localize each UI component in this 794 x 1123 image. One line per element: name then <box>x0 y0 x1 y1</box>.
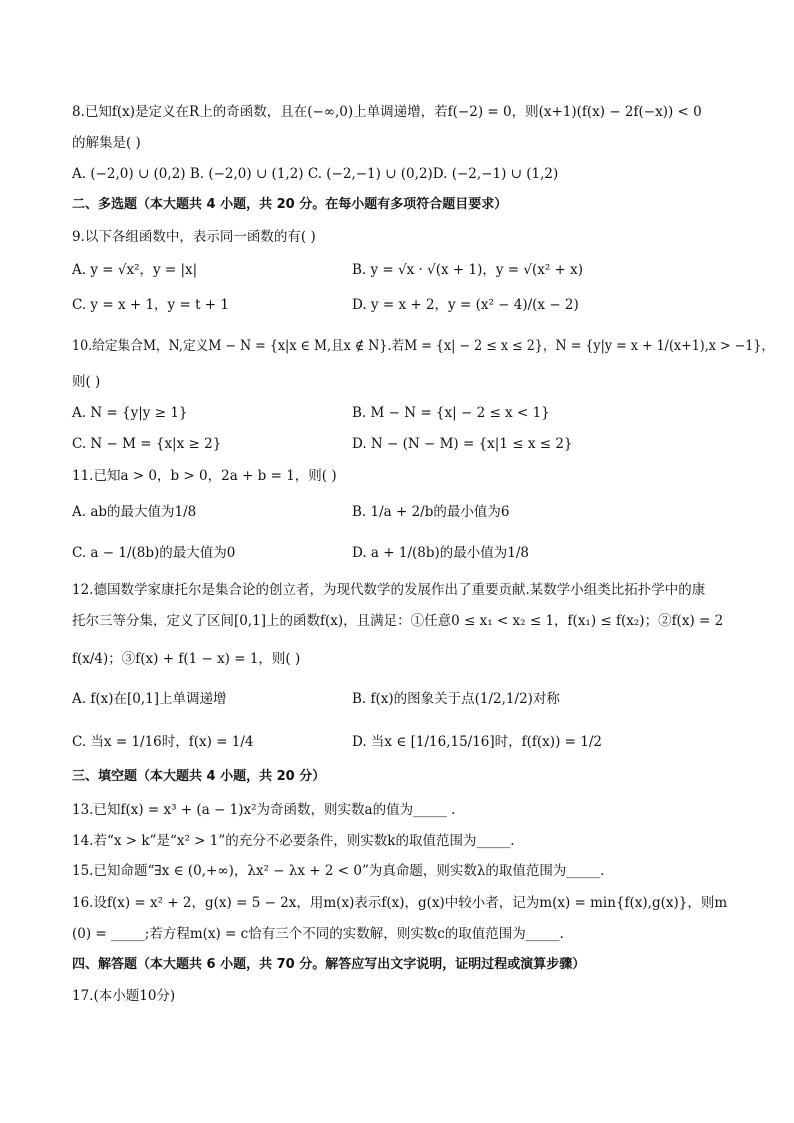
q12-option-a: A. f(x)在[0,1]上单调递增 <box>72 691 227 707</box>
q10-option-b: B. M − N = {x| − 2 ≤ x < 1} <box>352 405 550 421</box>
q10-stem-line1: 10.给定集合M，N,定义M − N = {x|x ∈ M,且x ∉ N}.若M = {x| − 2 ≤ x ≤ 2}，N = {y|y = x + 1/(x+1),x > −1}， <box>72 338 775 354</box>
q14: 14.若“x > k”是“x² > 1”的充分不必要条件，则实数k的取值范围为_____. <box>72 833 515 849</box>
q10-option-d: D. N − (N − M) = {x|1 ≤ x ≤ 2} <box>352 436 573 452</box>
q16-line1: 16.设f(x) = x² + 2，g(x) = 5 − 2x，用m(x)表示f(x)，g(x)中较小者，记为m(x) = min{f(x),g(x)}，则m <box>72 895 728 911</box>
q9-option-d: D. y = x + 2，y = (x² − 4)/(x − 2) <box>352 297 579 313</box>
section-4-title: 四、解答题（本大题共 6 小题，共 70 分。解答应写出文字说明，证明过程或演算步骤） <box>72 957 586 972</box>
q13: 13.已知f(x) = x³ + (a − 1)x²为奇函数，则实数a的值为_____ . <box>72 802 456 818</box>
q12-option-b: B. f(x)的图象关于点(1/2,1/2)对称 <box>352 691 560 707</box>
q9-option-a: A. y = √x²，y = |x| <box>72 262 198 278</box>
q10-stem-line2: 则( ) <box>72 374 101 390</box>
q16-line2: (0) = _____;若方程m(x) = c恰有三个不同的实数解，则实数c的取值范围为_____. <box>72 926 564 942</box>
q9-option-b: B. y = √x · √(x + 1)，y = √(x² + x) <box>352 262 584 278</box>
q10-option-a: A. N = {y|y ≥ 1} <box>72 405 188 421</box>
q15: 15.已知命题“∃x ∈ (0,+∞)，λx² − λx + 2 < 0”为真命题，则实数λ的取值范围为_____. <box>72 863 605 879</box>
q12-stem-line1: 12.德国数学家康托尔是集合论的创立者，为现代数学的发展作出了重要贡献.某数学小组类比拓扑学中的康 <box>72 582 706 598</box>
q12-stem-line2: 托尔三等分集，定义了区间[0,1]上的函数f(x)，且满足：①任意0 ≤ x₁ < x₂ ≤ 1，f(x₁) ≤ f(x₂)；②f(x) = 2 <box>72 613 724 629</box>
q11-option-a: A. ab的最大值为1/8 <box>72 504 197 520</box>
q17-title: 17.(本小题10分) <box>72 988 176 1004</box>
q11-option-b: B. 1/a + 2/b的最小值为6 <box>352 504 510 520</box>
q12-option-d: D. 当x ∈ [1/16,15/16]时，f(f(x)) = 1/2 <box>352 734 602 750</box>
q11-option-c: C. a − 1/(8b)的最大值为0 <box>72 545 236 561</box>
q12-stem-line3: f(x/4)；③f(x) + f(1 − x) = 1，则( ) <box>72 651 301 667</box>
section-2-title: 二、多选题（本大题共 4 小题，共 20 分。在每小题有多项符合题目要求） <box>72 197 508 212</box>
q8-stem-line1: 8.已知f(x)是定义在R上的奇函数，且在(−∞,0)上单调递增，若f(−2) = 0，则(x+1)(f(x) − 2f(−x)) < 0 <box>72 104 702 120</box>
q8-stem-line2: 的解集是( ) <box>72 135 141 151</box>
q10-option-c: C. N − M = {x|x ≥ 2} <box>72 436 222 452</box>
q9-stem: 9.以下各组函数中，表示同一函数的有( ) <box>72 229 316 245</box>
q11-stem: 11.已知a > 0，b > 0，2a + b = 1，则( ) <box>72 468 337 484</box>
q12-option-c: C. 当x = 1/16时，f(x) = 1/4 <box>72 734 254 750</box>
section-3-title: 三、填空题（本大题共 4 小题，共 20 分） <box>72 769 326 784</box>
q9-option-c: C. y = x + 1，y = t + 1 <box>72 297 229 313</box>
q11-option-d: D. a + 1/(8b)的最小值为1/8 <box>352 545 529 561</box>
q8-options: A. (−2,0) ∪ (0,2) B. (−2,0) ∪ (1,2) C. (−2,−1) ∪ (0,2)D. (−2,−1) ∪ (1,2) <box>72 166 559 182</box>
